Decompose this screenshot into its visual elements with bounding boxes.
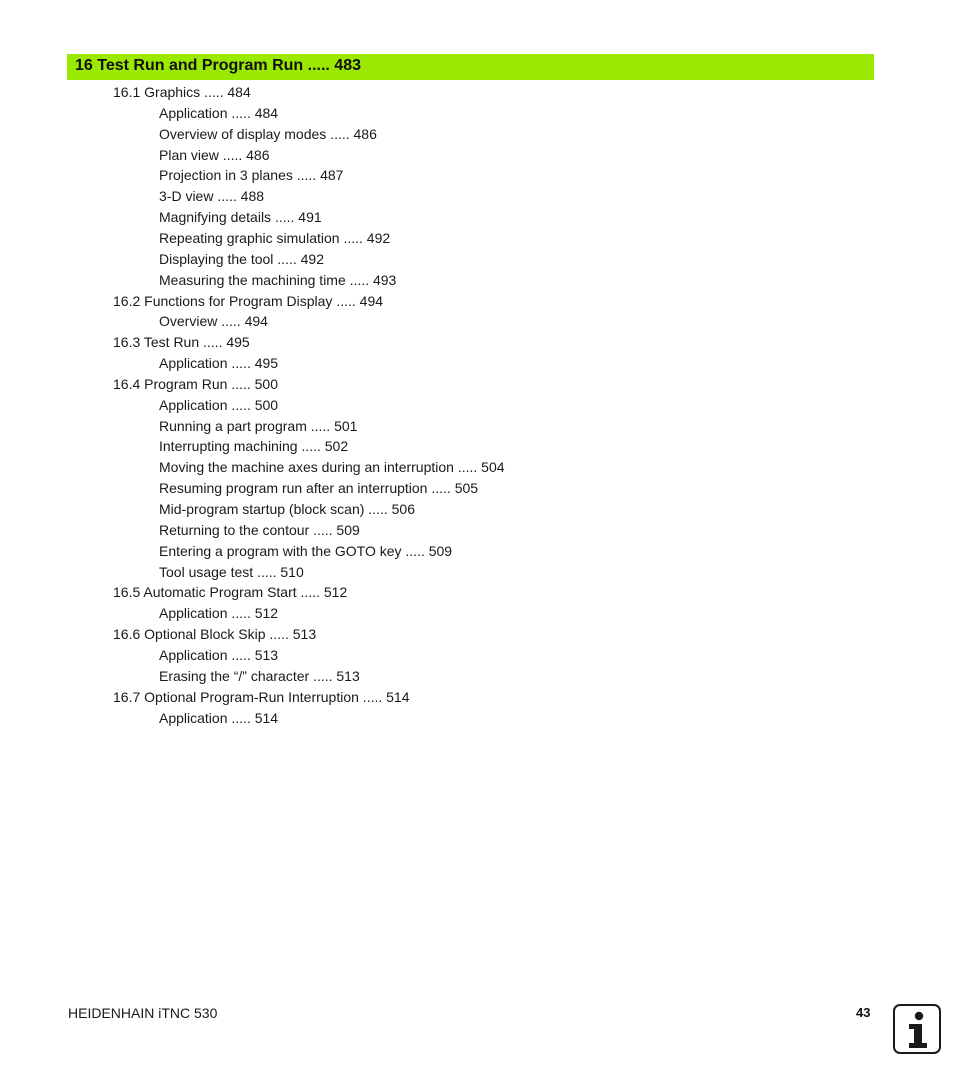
toc-subsection-entry[interactable]: Repeating graphic simulation ..... 492 — [159, 229, 391, 246]
toc-subsection-entry[interactable]: 3-D view ..... 488 — [159, 188, 265, 205]
toc-subsection-entry[interactable]: Measuring the machining time ..... 493 — [159, 271, 397, 288]
toc-subsection-entry[interactable]: Entering a program with the GOTO key ..... 509 — [159, 542, 453, 559]
info-icon — [893, 1004, 941, 1054]
toc-section-entry[interactable]: 16.5 Automatic Program Start ..... 512 — [113, 584, 348, 601]
toc-section-entry[interactable]: 16.2 Functions for Program Display ..... 494 — [113, 292, 384, 309]
toc-subsection-entry[interactable]: Erasing the “/” character ..... 513 — [159, 667, 360, 684]
footer-product-name: HEIDENHAIN iTNC 530 — [68, 1005, 218, 1021]
toc-subsection-entry[interactable]: Application ..... 513 — [159, 646, 279, 663]
toc-subsection-entry[interactable]: Magnifying details ..... 491 — [159, 209, 322, 226]
toc-subsection-entry[interactable]: Moving the machine axes during an interruption ..... 504 — [159, 459, 505, 476]
toc-subsection-entry[interactable]: Overview of display modes ..... 486 — [159, 125, 377, 142]
toc-section-entry[interactable]: 16.1 Graphics ..... 484 — [113, 84, 251, 100]
toc-section-entry[interactable]: 16.3 Test Run ..... 495 — [113, 334, 250, 351]
toc-section-entry[interactable]: 16.6 Optional Block Skip ..... 513 — [113, 626, 317, 643]
toc-subsection-entry[interactable]: Application ..... 484 — [159, 104, 279, 121]
toc-subsection-entry[interactable]: Application ..... 512 — [159, 605, 279, 622]
toc-subsection-entry[interactable]: Plan view ..... 486 — [159, 146, 270, 163]
toc-subsection-entry[interactable]: Returning to the contour ..... 509 — [159, 521, 360, 538]
toc-subsection-entry[interactable]: Interrupting machining ..... 502 — [159, 438, 349, 455]
toc-subsection-entry[interactable]: Resuming program run after an interruption ..... 505 — [159, 480, 479, 497]
toc-subsection-entry[interactable]: Displaying the tool ..... 492 — [159, 250, 324, 267]
toc-subsection-entry[interactable]: Mid-program startup (block scan) ..... 506 — [159, 501, 415, 517]
page-number: 43 — [856, 1005, 871, 1020]
toc-subsection-entry[interactable]: Running a part program ..... 501 — [159, 417, 358, 434]
toc-subsection-entry[interactable]: Projection in 3 planes ..... 487 — [159, 167, 344, 184]
chapter-title[interactable]: 16 Test Run and Program Run ..... 483 — [75, 57, 361, 74]
toc-subsection-entry[interactable]: Application ..... 500 — [159, 396, 279, 413]
toc-section-entry[interactable]: 16.4 Program Run ..... 500 — [113, 375, 278, 392]
toc-subsection-entry[interactable]: Tool usage test ..... 510 — [159, 563, 304, 580]
toc-section-entry[interactable]: 16.7 Optional Program-Run Interruption ..... 514 — [113, 688, 410, 705]
toc-subsection-entry[interactable]: Application ..... 495 — [159, 355, 279, 372]
chapter-heading-bar — [67, 54, 874, 80]
toc-subsection-entry[interactable]: Overview ..... 494 — [159, 313, 268, 330]
toc-subsection-entry[interactable]: Application ..... 514 — [159, 709, 279, 726]
